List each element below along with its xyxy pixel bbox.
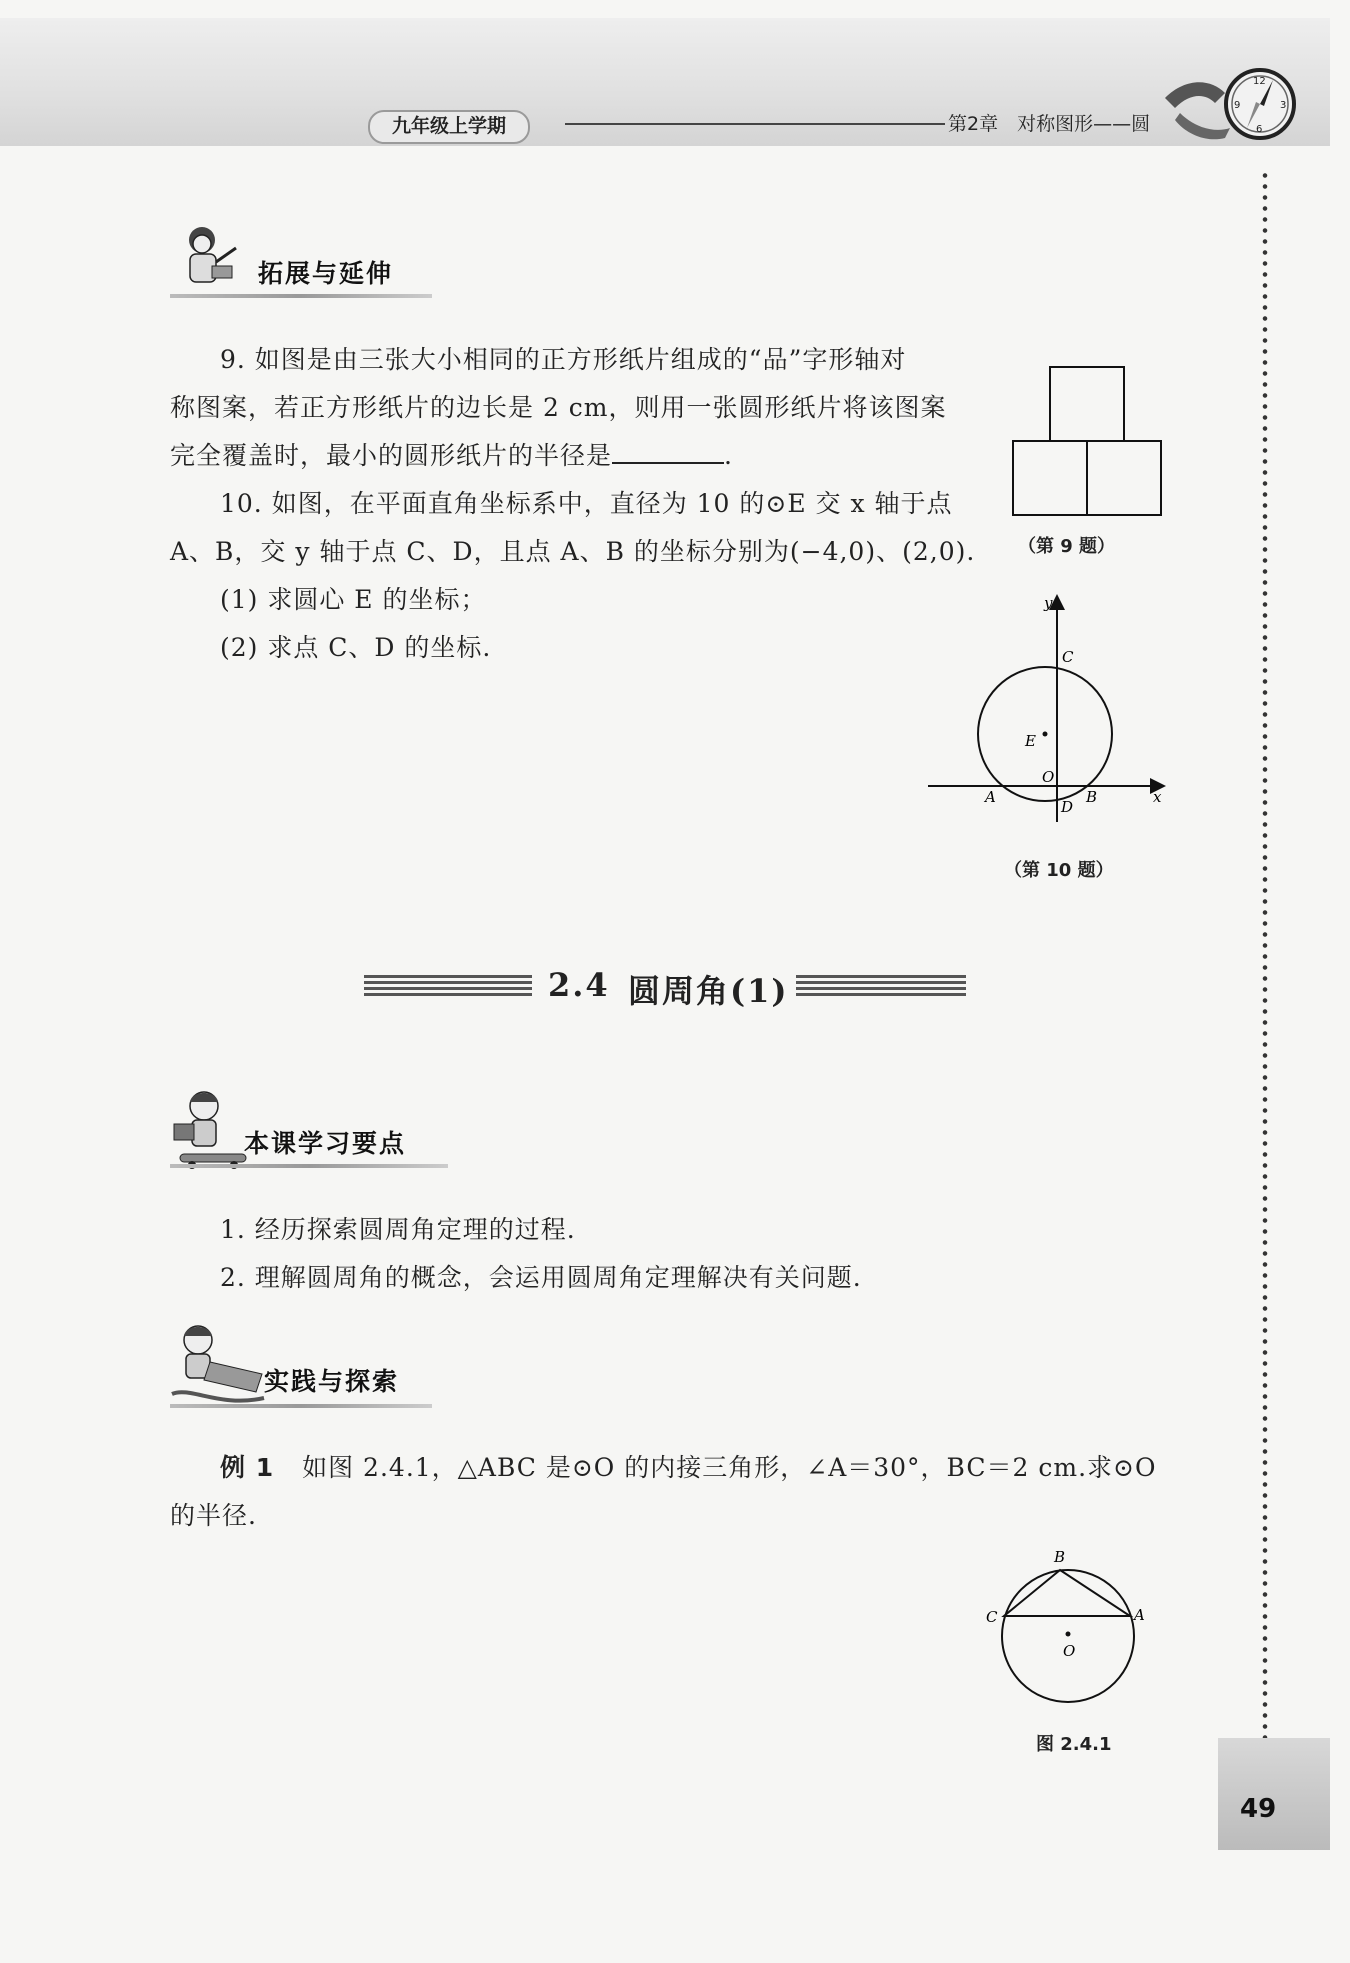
label-B: B bbox=[1054, 1548, 1066, 1566]
svg-text:3: 3 bbox=[1280, 100, 1287, 111]
heading-bars-right bbox=[796, 975, 966, 997]
point-item-1: 1. 经历探索圆周角定理的过程. bbox=[220, 1215, 576, 1244]
heading-bars-left bbox=[364, 975, 532, 997]
lesson-number: 2.4 bbox=[548, 966, 610, 1004]
teacher-icon bbox=[172, 222, 242, 292]
point-item-2: 2. 理解圆周角的概念，会运用圆周角定理解决有关问题. bbox=[220, 1263, 862, 1292]
label-O: O bbox=[1042, 768, 1055, 786]
q10-line1: 10. 如图，在平面直角坐标系中，直径为 10 的⊙E 交 x 轴于点 bbox=[220, 489, 953, 518]
center-E-dot bbox=[1043, 732, 1048, 737]
section-title-extend: 拓展与延伸 bbox=[258, 259, 394, 288]
section-underline bbox=[170, 294, 432, 298]
q10-part1: (1) 求圆心 E 的坐标； bbox=[220, 585, 487, 614]
section-underline bbox=[170, 1164, 448, 1168]
student-writing-icon bbox=[170, 1322, 266, 1412]
q9-line1: 9. 如图是由三张大小相同的正方形纸片组成的“品”字形轴对 bbox=[220, 345, 907, 374]
q9-figure-squares bbox=[1008, 362, 1168, 522]
q9-caption: （第 9 题） bbox=[1018, 536, 1116, 557]
figure-2-4-1-inscribed-triangle bbox=[968, 1522, 1168, 1732]
svg-text:9: 9 bbox=[1234, 100, 1241, 111]
label-B: B bbox=[1086, 788, 1098, 806]
figure-2-4-1-caption: 图 2.4.1 bbox=[1036, 1734, 1112, 1755]
section-underline bbox=[170, 1404, 432, 1408]
grade-label: 九年级上学期 bbox=[368, 110, 530, 144]
center-O-dot bbox=[1066, 1632, 1071, 1637]
q10-part2: (2) 求点 C、D 的坐标. bbox=[220, 633, 492, 662]
student-reading-icon bbox=[172, 1088, 252, 1170]
compass-runner-icon bbox=[1155, 58, 1305, 150]
q10-caption: （第 10 题） bbox=[1004, 860, 1114, 881]
svg-text:6: 6 bbox=[1256, 124, 1263, 135]
q10-figure-coordinate-circle bbox=[920, 590, 1170, 830]
answer-blank[interactable] bbox=[612, 436, 724, 464]
label-A: A bbox=[1134, 1606, 1145, 1624]
lesson-title: 圆周角(1) bbox=[628, 972, 789, 1010]
chapter-label: 第2章 对称图形——圆 bbox=[948, 113, 1151, 135]
q9-line2: 称图案，若正方形纸片的边长是 2 cm，则用一张圆形纸片将该图案 bbox=[170, 393, 947, 422]
label-D: D bbox=[1061, 798, 1074, 816]
label-A: A bbox=[985, 788, 996, 806]
label-O: O bbox=[1063, 1642, 1076, 1660]
label-E: E bbox=[1025, 732, 1036, 750]
section-title-points: 本课学习要点 bbox=[244, 1129, 407, 1158]
label-y: y bbox=[1044, 594, 1053, 612]
q10-line2: A、B，交 y 轴于点 C、D，且点 A、B 的坐标分别为(−4,0)、(2,0). bbox=[170, 537, 976, 566]
section-title-practice: 实践与探索 bbox=[264, 1367, 400, 1396]
example1-line2: 的半径. bbox=[170, 1501, 257, 1530]
header-rule bbox=[565, 123, 945, 125]
label-x: x bbox=[1153, 788, 1162, 806]
example1-line1: 例 1 如图 2.4.1，△ABC 是⊙O 的内接三角形，∠A＝30°，BC＝2 cm.求⊙O bbox=[220, 1453, 1157, 1482]
dotted-margin bbox=[1262, 170, 1268, 1745]
svg-text:12: 12 bbox=[1253, 76, 1266, 87]
page-number: 49 bbox=[1240, 1794, 1277, 1824]
q9-line3: 完全覆盖时，最小的圆形纸片的半径是 . bbox=[170, 432, 733, 480]
label-C: C bbox=[986, 1608, 998, 1626]
label-C: C bbox=[1062, 648, 1074, 666]
triangle-ABC bbox=[1004, 1570, 1130, 1616]
